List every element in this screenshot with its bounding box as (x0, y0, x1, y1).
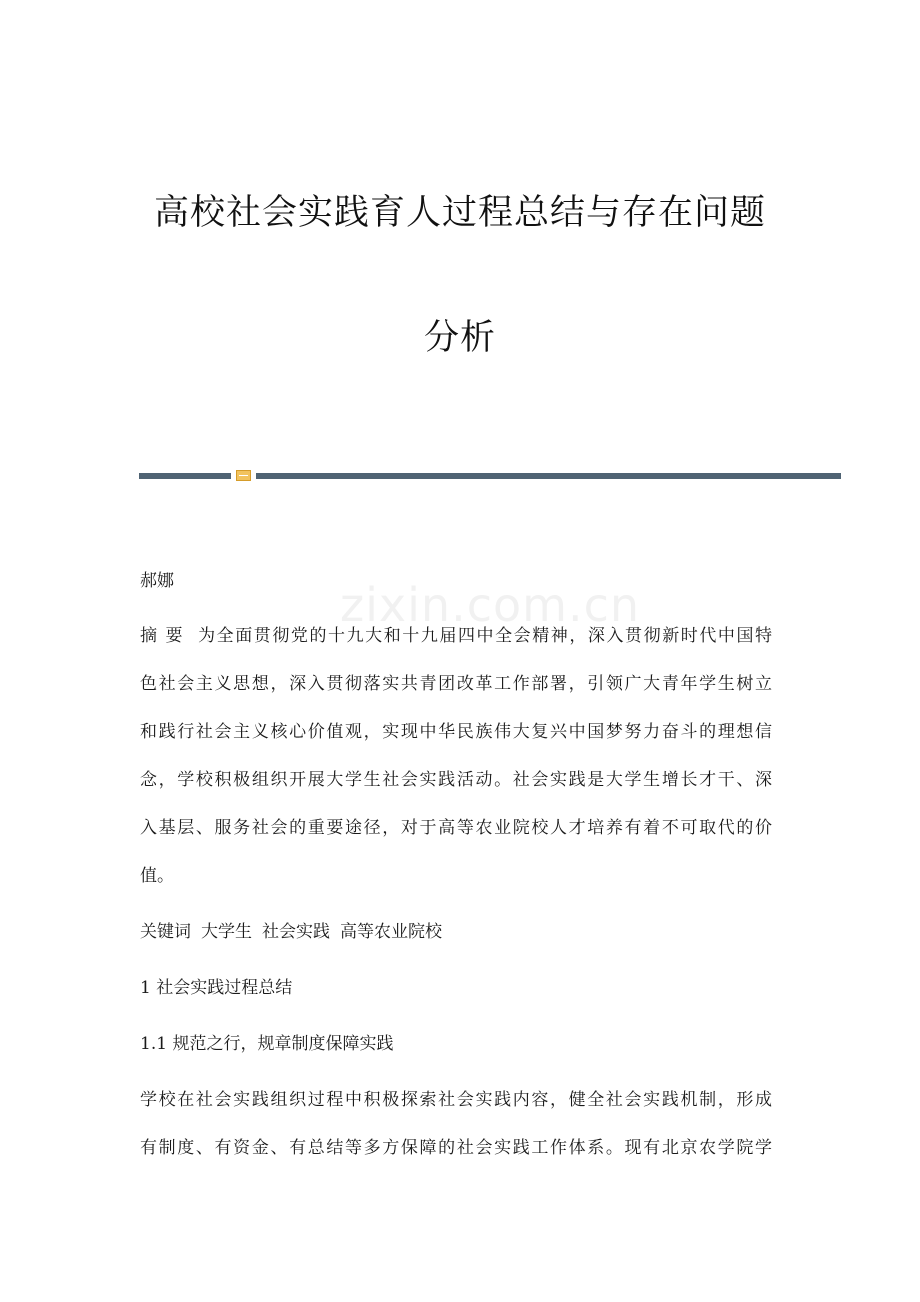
abstract-paragraph (140, 612, 772, 900)
abstract-label: 摘 要 (140, 626, 185, 646)
keyword-item: 高等农业院校 (340, 922, 442, 942)
document-title-line-1: 高校社会实践育人过程总结与存在问题 (153, 193, 766, 233)
body-line: 有制度、有资金、有总结等多方保障的社会实践工作体系。现有北京农学院学 (140, 1138, 772, 1158)
body-line: 学校在社会实践组织过程中积极探索社会实践内容，健全社会实践机制，形成 (140, 1090, 772, 1110)
title-divider (139, 470, 841, 482)
divider-bar-left (139, 473, 231, 479)
abstract-line (140, 612, 772, 660)
abstract-line: 念，学校积极组织开展大学生社会实践活动。社会实践是大学生增长才干、深 (140, 770, 772, 790)
divider-marker-icon (236, 470, 251, 481)
watermark: zixin.com.cn (340, 578, 641, 632)
body-paragraph (140, 1076, 772, 1172)
abstract-line: 色社会主义思想，深入贯彻落实共青团改革工作部署，引领广大青年学生树立 (140, 674, 772, 694)
section-heading-1-1: 1.1 规范之行，规章制度保障实践 (140, 1034, 394, 1054)
abstract-line-text: 为全面贯彻党的十九大和十九届四中全会精神，深入贯彻新时代中国特 (198, 626, 773, 646)
keywords-line (140, 920, 442, 944)
document-title-line-2: 分析 (423, 318, 496, 358)
divider-bar-right (256, 473, 841, 479)
abstract-line: 值。 (140, 866, 174, 886)
keywords-label: 关键词 (140, 922, 191, 942)
author-name: 郝娜 (140, 571, 174, 591)
abstract-line: 和践行社会主义核心价值观，实现中华民族伟大复兴中国梦努力奋斗的理想信 (140, 722, 772, 742)
section-heading-1: 1 社会实践过程总结 (140, 978, 293, 998)
abstract-line: 入基层、服务社会的重要途径，对于高等农业院校人才培养有着不可取代的价 (140, 818, 772, 838)
keyword-item: 社会实践 (262, 922, 330, 942)
keyword-item: 大学生 (201, 922, 252, 942)
